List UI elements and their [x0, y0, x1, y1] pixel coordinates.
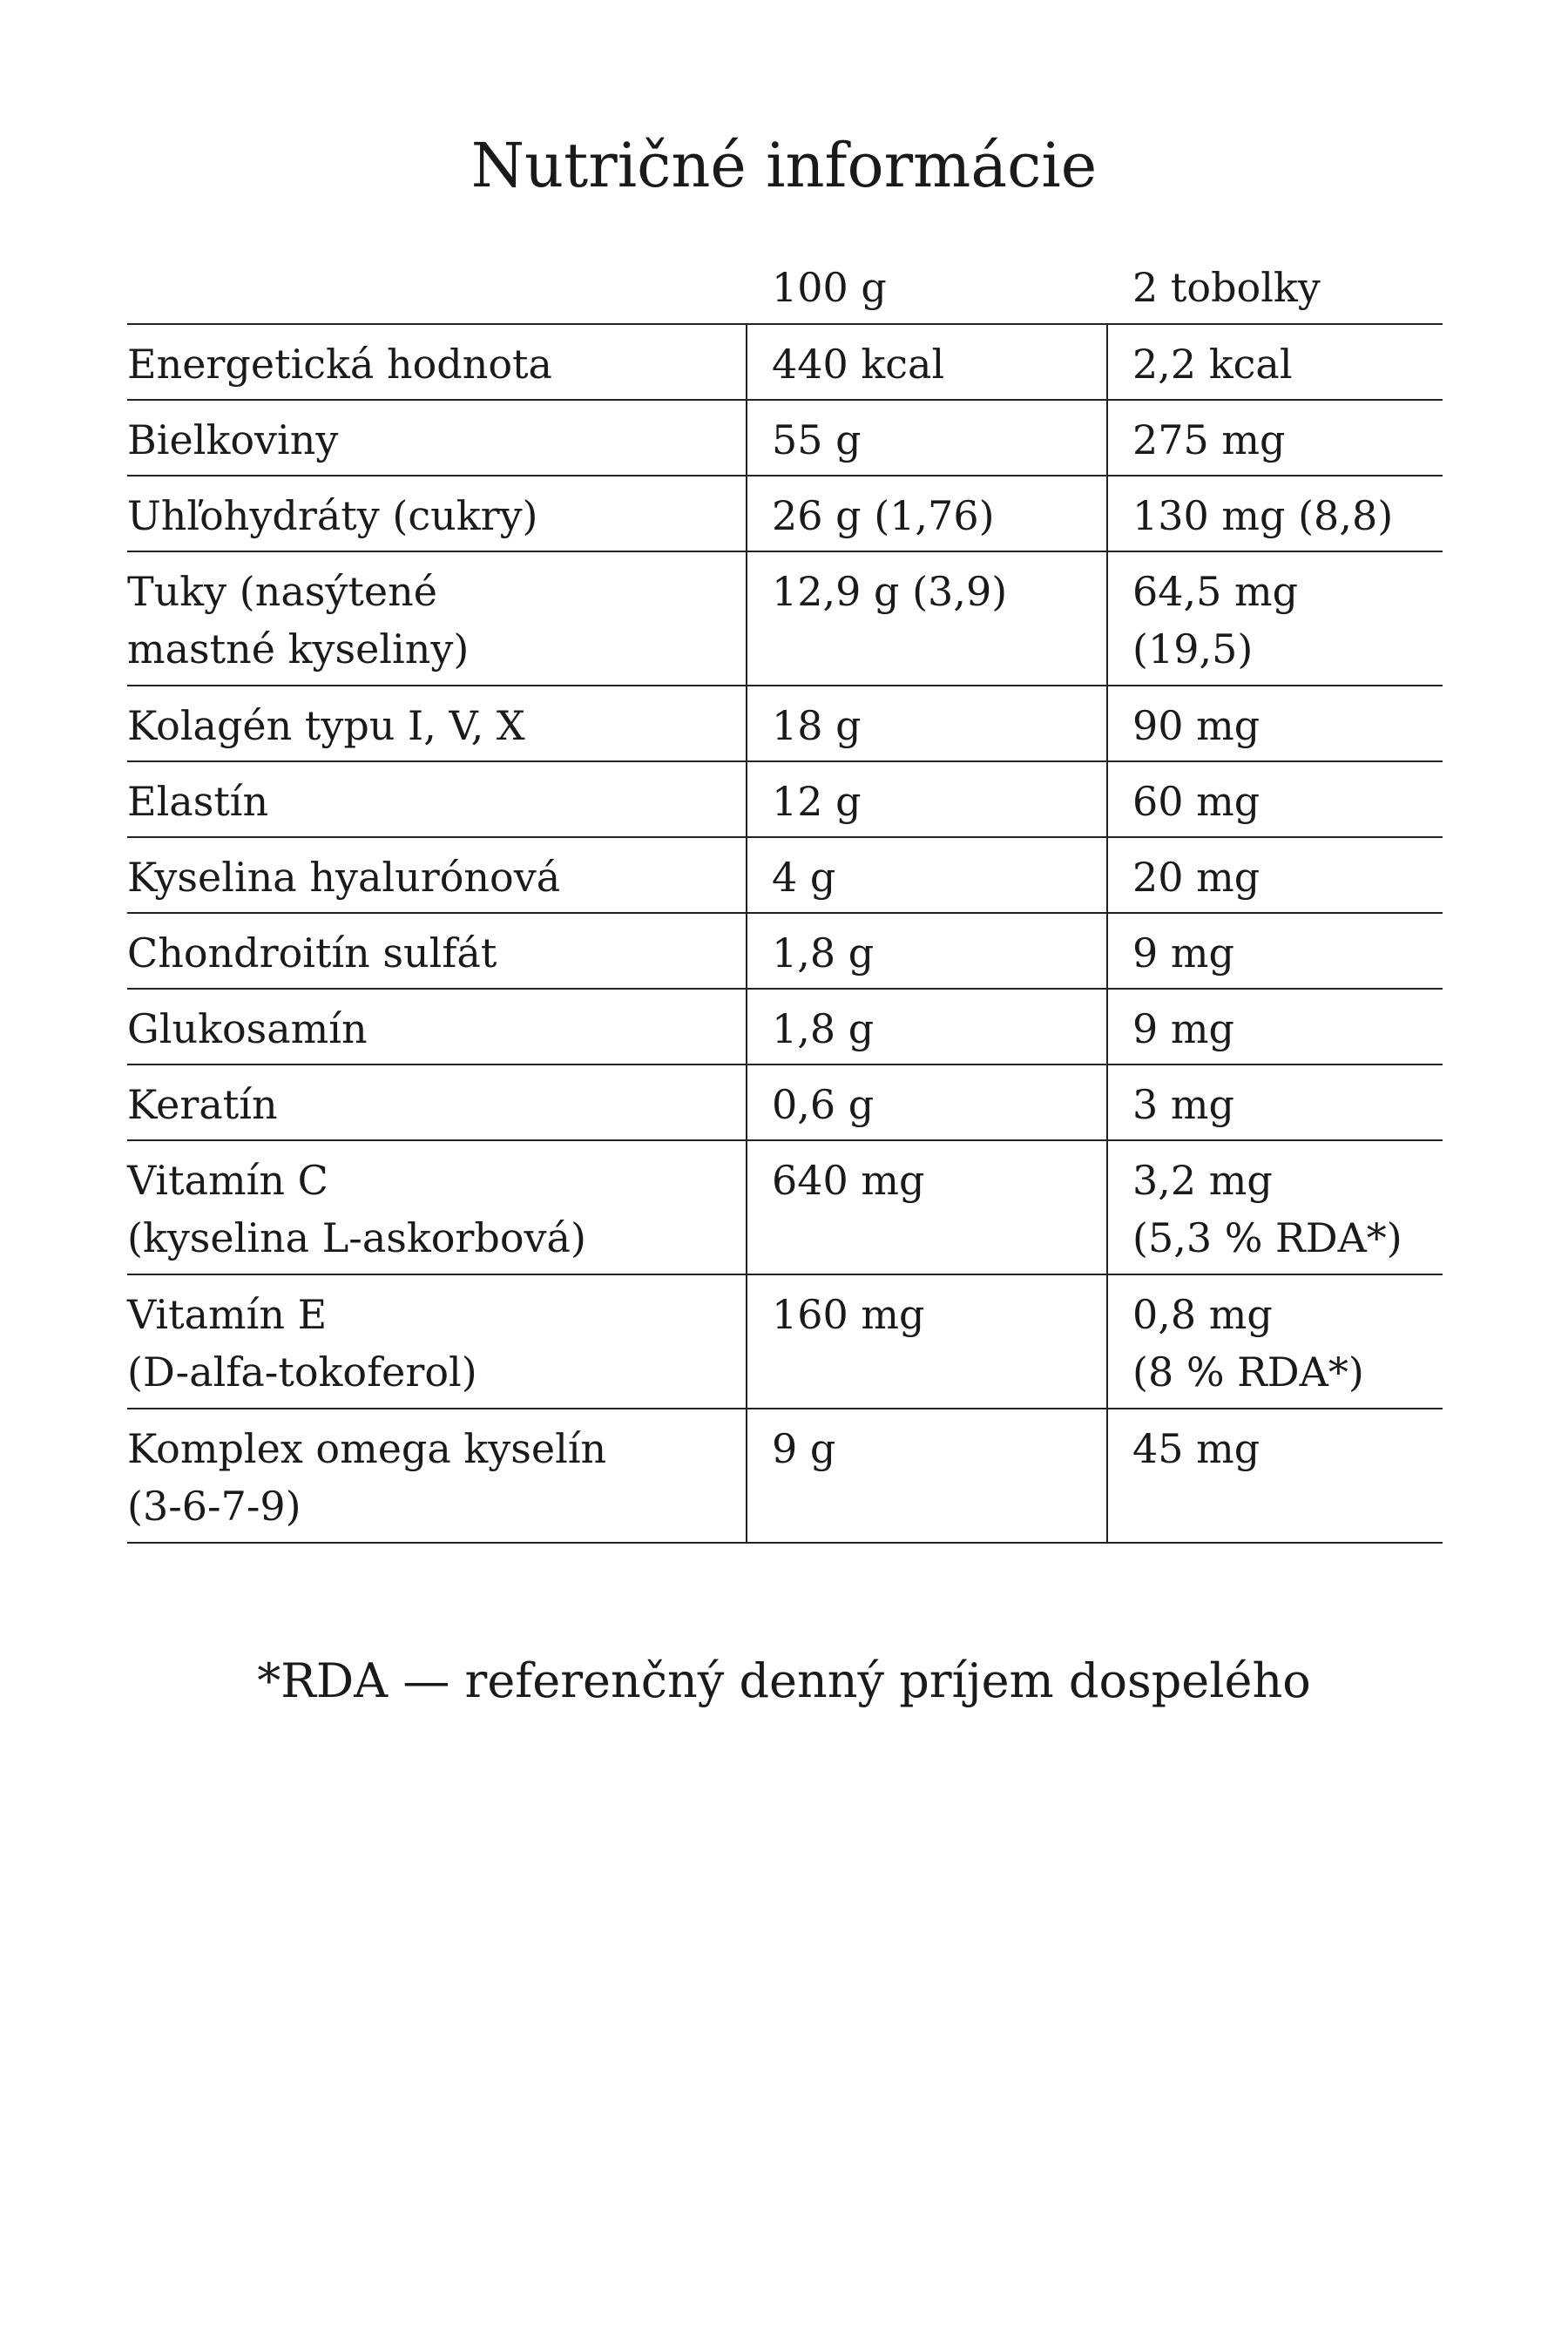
table-row [127, 325, 1443, 401]
cell-text-line: 9 mg [1132, 929, 1234, 977]
nutrient-name-cell [127, 552, 746, 685]
cell-text-line: Chondroitín sulfát [127, 929, 497, 977]
cell-text-line: 18 g [772, 702, 862, 749]
cell-text-line: Uhľohydráty (cukry) [127, 492, 538, 539]
cell-text-line: 160 mg [772, 1291, 925, 1338]
header-cell-per-2-capsules: 2 tobolky [1132, 264, 1321, 311]
per-2-capsules-cell [1106, 1409, 1443, 1542]
per-2-capsules-cell [1106, 552, 1443, 685]
cell-text-line: (8 % RDA*) [1132, 1348, 1364, 1396]
nutrient-name-cell [127, 1141, 746, 1274]
cell-text-line: Vitamín C [127, 1157, 328, 1204]
cell-text-line: 4 g [772, 854, 836, 901]
cell-text-line: 275 mg [1132, 416, 1286, 463]
cell-text-line: (D-alfa-tokoferol) [127, 1348, 477, 1396]
cell-text-line: 130 mg (8,8) [1132, 492, 1394, 539]
cell-text-line: Glukosamín [127, 1005, 368, 1052]
cell-text-line: 12 g [772, 778, 862, 825]
table-row [127, 1065, 1443, 1141]
cell-text-line: Elastín [127, 778, 269, 825]
cell-text-line: (kyselina L-askorbová) [127, 1214, 586, 1261]
per-100g-cell [746, 1065, 1106, 1139]
footnote: *RDA — referenčný denný príjem dospelého [257, 1653, 1311, 1708]
cell-text-line: Kyselina hyalurónová [127, 854, 561, 901]
cell-text-line: 0,6 g [772, 1081, 875, 1128]
per-2-capsules-cell [1106, 401, 1443, 475]
per-100g-cell [746, 838, 1106, 912]
per-100g-cell [746, 990, 1106, 1064]
cell-text-line: 20 mg [1132, 854, 1260, 901]
per-2-capsules-cell [1106, 686, 1443, 760]
cell-text-line: (5,3 % RDA*) [1132, 1214, 1402, 1261]
per-100g-cell [746, 914, 1106, 988]
nutrient-name-cell [127, 1065, 746, 1139]
table-row [127, 552, 1443, 686]
cell-text-line: Vitamín E [127, 1291, 328, 1338]
cell-text-line: 1,8 g [772, 929, 875, 977]
nutrient-name-cell [127, 762, 746, 836]
table-row [127, 1275, 1443, 1409]
cell-text-line: 3 mg [1132, 1081, 1234, 1128]
table-row [127, 762, 1443, 838]
page-title: Nutričné informácie [470, 130, 1098, 201]
table-row [127, 476, 1443, 552]
per-100g-cell [746, 1141, 1106, 1274]
table-header-row [127, 255, 1443, 325]
cell-text-line: 440 kcal [772, 341, 945, 388]
cell-text-line: 26 g (1,76) [772, 492, 995, 539]
per-2-capsules-cell [1106, 325, 1443, 399]
cell-text-line: Komplex omega kyselín [127, 1425, 607, 1472]
cell-text-line: (3-6-7-9) [127, 1483, 301, 1530]
nutrient-name-cell [127, 325, 746, 399]
cell-text-line: 2,2 kcal [1132, 341, 1293, 388]
nutrient-name-cell [127, 401, 746, 475]
nutrient-name-cell [127, 1409, 746, 1542]
per-100g-cell [746, 552, 1106, 685]
cell-text-line: Energetická hodnota [127, 341, 552, 388]
nutrient-name-cell [127, 686, 746, 760]
nutrition-table [127, 255, 1443, 1544]
cell-text-line: Tuky (nasýtené [127, 568, 437, 615]
per-100g-cell [746, 325, 1106, 399]
per-2-capsules-cell [1106, 1141, 1443, 1274]
table-row [127, 401, 1443, 476]
cell-text-line: 0,8 mg [1132, 1291, 1273, 1338]
table-row [127, 1409, 1443, 1544]
cell-text-line: 55 g [772, 416, 862, 463]
cell-text-line: 3,2 mg [1132, 1157, 1273, 1204]
per-100g-cell [746, 476, 1106, 551]
per-2-capsules-cell [1106, 990, 1443, 1064]
cell-text-line: 1,8 g [772, 1005, 875, 1052]
per-100g-cell [746, 1409, 1106, 1542]
nutrient-name-cell [127, 838, 746, 912]
cell-text-line: Keratín [127, 1081, 278, 1128]
cell-text-line: 12,9 g (3,9) [772, 568, 1008, 615]
table-row [127, 1141, 1443, 1275]
cell-text-line: Kolagén typu I, V, X [127, 702, 525, 749]
per-2-capsules-cell [1106, 476, 1443, 551]
table-row [127, 686, 1443, 762]
nutrient-name-cell [127, 1275, 746, 1408]
cell-text-line: 90 mg [1132, 702, 1260, 749]
header-cell-nutrient [127, 255, 746, 323]
per-100g-cell [746, 762, 1106, 836]
table-body [127, 325, 1443, 1544]
table-row [127, 914, 1443, 990]
nutrient-name-cell [127, 476, 746, 551]
per-100g-cell [746, 1275, 1106, 1408]
per-2-capsules-cell [1106, 1275, 1443, 1408]
table-row [127, 838, 1443, 914]
table-row [127, 990, 1443, 1065]
cell-text-line: 64,5 mg [1132, 568, 1299, 615]
cell-text-line: 45 mg [1132, 1425, 1260, 1472]
cell-text-line: 640 mg [772, 1157, 925, 1204]
per-100g-cell [746, 686, 1106, 760]
nutrient-name-cell [127, 914, 746, 988]
per-2-capsules-cell [1106, 914, 1443, 988]
cell-text-line: (19,5) [1132, 625, 1254, 672]
per-2-capsules-cell [1106, 1065, 1443, 1139]
cell-text-line: mastné kyseliny) [127, 625, 470, 672]
per-2-capsules-cell [1106, 762, 1443, 836]
cell-text-line: 9 g [772, 1425, 836, 1472]
per-2-capsules-cell [1106, 838, 1443, 912]
cell-text-line: 9 mg [1132, 1005, 1234, 1052]
header-cell-per-100g: 100 g [772, 264, 887, 311]
cell-text-line: 60 mg [1132, 778, 1260, 825]
cell-text-line: Bielkoviny [127, 416, 339, 463]
nutrient-name-cell [127, 990, 746, 1064]
per-100g-cell [746, 401, 1106, 475]
